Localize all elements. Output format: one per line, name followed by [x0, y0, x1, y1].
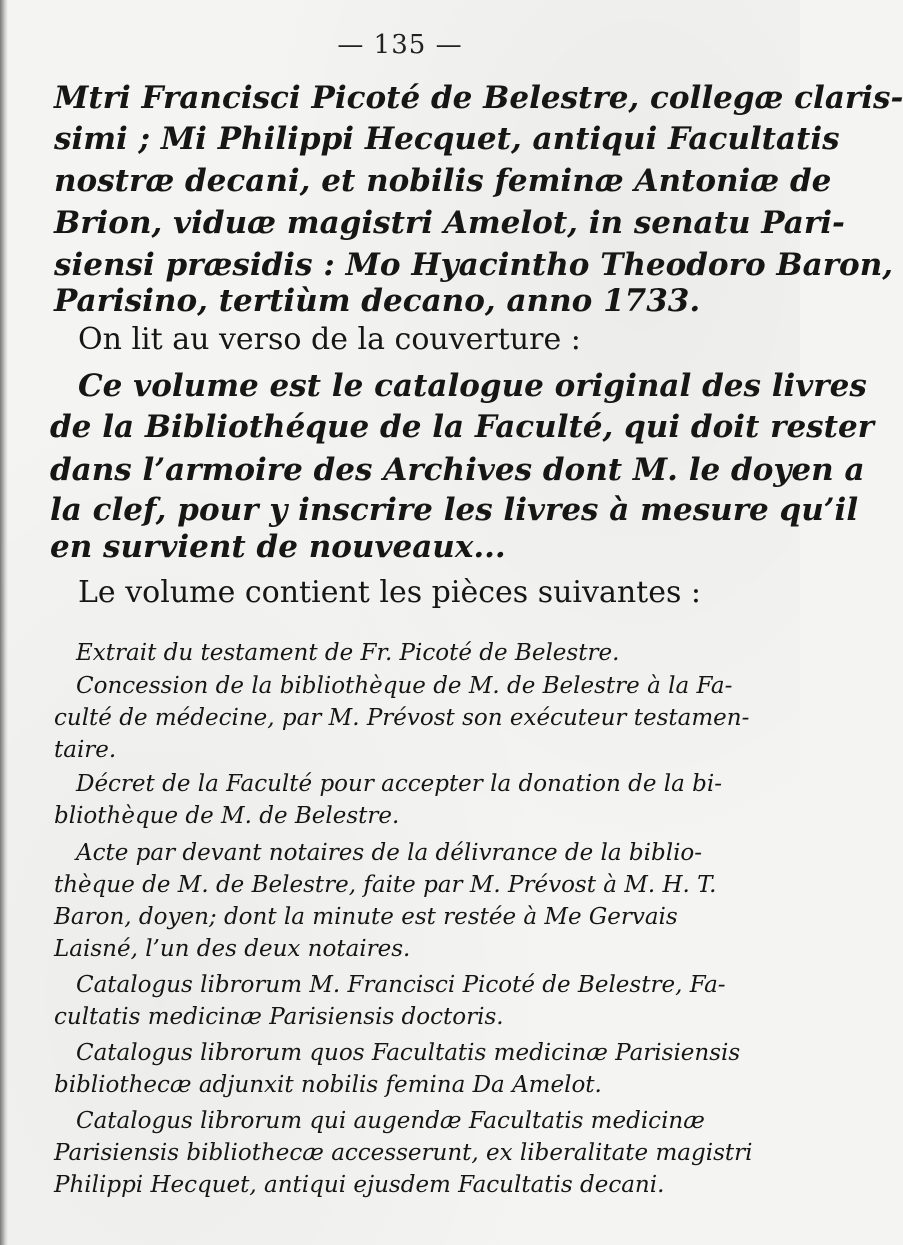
- page-number-header: — 135 —: [337, 30, 463, 60]
- quote-line: dans l’armoire des Archives dont M. le doyen a: [50, 452, 865, 488]
- list-line: Acte par devant notaires de la délivrance de la biblio-: [76, 840, 703, 866]
- text-line: Mtri Francisci Picoté de Belestre, collegæ claris-: [54, 80, 903, 116]
- list-line: thèque de M. de Belestre, faite par M. Prévost à M. H. T.: [54, 872, 717, 898]
- list-line: taire.: [54, 737, 117, 763]
- list-intro: Le volume contient les pièces suivantes :: [78, 575, 702, 610]
- list-line: Catalogus librorum quos Facultatis medicinæ Parisiensis: [76, 1040, 741, 1066]
- list-line: Laisné, l’un des deux notaires.: [54, 936, 411, 962]
- list-line: bibliothecæ adjunxit nobilis femina Da Amelot.: [54, 1072, 602, 1098]
- list-line: Catalogus librorum qui augendæ Facultatis medicinæ: [76, 1108, 705, 1134]
- list-line: Extrait du testament de Fr. Picoté de Belestre.: [76, 640, 620, 666]
- list-line: Catalogus librorum M. Francisci Picoté de Belestre, Fa-: [76, 972, 726, 998]
- list-line: Parisiensis bibliothecæ accesserunt, ex liberalitate magistri: [54, 1140, 753, 1166]
- list-line: Décret de la Faculté pour accepter la donation de la bi-: [76, 771, 723, 797]
- text-line: simi ; Mi Philippi Hecquet, antiqui Facultatis: [54, 121, 840, 157]
- quote-line: en survient de nouveaux...: [50, 529, 506, 565]
- list-line: bliothèque de M. de Belestre.: [54, 803, 400, 829]
- quote-line: de la Bibliothéque de la Faculté, qui doit rester: [50, 409, 875, 445]
- list-line: Philippi Hecquet, antiqui ejusdem Facultatis decani.: [54, 1172, 665, 1198]
- list-line: Concession de la bibliothèque de M. de Belestre à la Fa-: [76, 673, 733, 699]
- list-line: cultatis medicinæ Parisiensis doctoris.: [54, 1004, 504, 1030]
- list-line: culté de médecine, par M. Prévost son exécuteur testamen-: [54, 705, 750, 731]
- quote-line: la clef, pour y inscrire les livres à mesure qu’il: [50, 492, 859, 528]
- text-line: Brion, viduæ magistri Amelot, in senatu Pari-: [54, 205, 845, 241]
- text-line: siensi præsidis : Mo Hyacintho Theodoro Baron,: [54, 247, 894, 283]
- quote-line: Ce volume est le catalogue original des livres: [78, 368, 867, 404]
- page-edge: [0, 0, 8, 1245]
- text-line: Parisino, tertiùm decano, anno 1733.: [54, 283, 701, 319]
- paragraph-intro: On lit au verso de la couverture :: [78, 322, 581, 357]
- text-line: nostræ decani, et nobilis feminæ Antoniæ de: [54, 163, 832, 199]
- list-line: Baron, doyen; dont la minute est restée à Me Gervais: [54, 904, 678, 930]
